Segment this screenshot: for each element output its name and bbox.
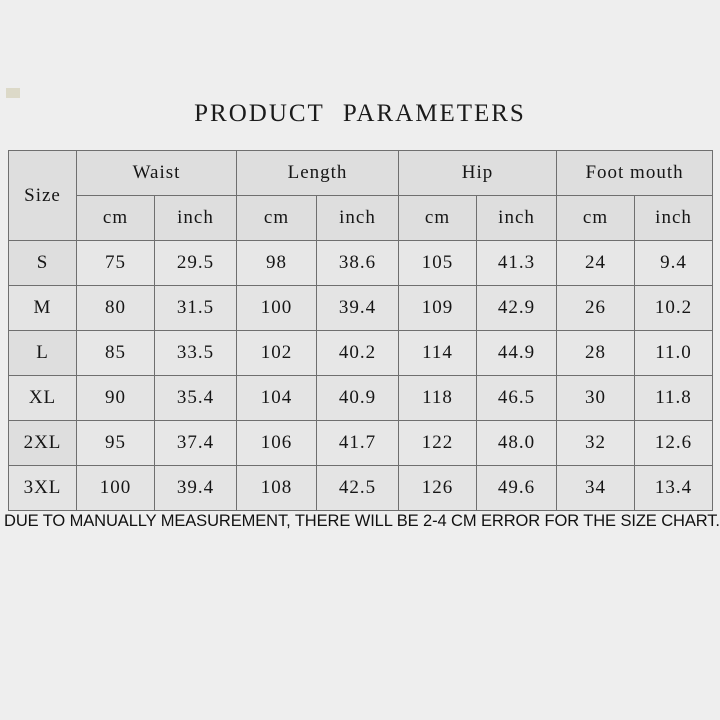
table-row (9, 466, 713, 511)
cell-waist-cm: 80 (77, 286, 155, 331)
cell-hip-inch: 42.9 (477, 286, 557, 331)
row-size-label: L (9, 331, 77, 376)
cell-waist-cm: 75 (77, 241, 155, 286)
cell-foot-inch: 10.2 (635, 286, 713, 331)
row-size-label: 3XL (9, 466, 77, 511)
size-table (8, 150, 713, 511)
row-size-label: XL (9, 376, 77, 421)
measurement-note: DUE TO MANUALLY MEASUREMENT, THERE WILL BE 2-4 CM ERROR FOR THE SIZE CHART. (4, 512, 720, 530)
table-row (9, 421, 713, 466)
page-title-part1: PRODUCT (194, 100, 325, 127)
row-size-label: M (9, 286, 77, 331)
cell-length-inch: 40.2 (317, 331, 399, 376)
cell-foot-cm: 32 (557, 421, 635, 466)
cell-length-cm: 100 (237, 286, 317, 331)
cell-hip-inch: 44.9 (477, 331, 557, 376)
cell-length-cm: 104 (237, 376, 317, 421)
cell-hip-cm: 126 (399, 466, 477, 511)
table-row (9, 331, 713, 376)
header-unit-waist-inch: inch (155, 196, 237, 241)
cell-foot-inch: 9.4 (635, 241, 713, 286)
cell-hip-inch: 46.5 (477, 376, 557, 421)
cell-length-inch: 38.6 (317, 241, 399, 286)
table-header-row-groups (9, 151, 713, 196)
cell-waist-inch: 37.4 (155, 421, 237, 466)
cell-length-inch: 40.9 (317, 376, 399, 421)
table-row (9, 376, 713, 421)
cell-waist-cm: 90 (77, 376, 155, 421)
row-size-label: 2XL (9, 421, 77, 466)
cell-hip-inch: 41.3 (477, 241, 557, 286)
header-unit-length-cm: cm (237, 196, 317, 241)
cell-hip-cm: 109 (399, 286, 477, 331)
cell-hip-cm: 114 (399, 331, 477, 376)
cell-foot-cm: 34 (557, 466, 635, 511)
page-title (0, 100, 720, 128)
header-unit-waist-cm: cm (77, 196, 155, 241)
header-group-hip: Hip (399, 151, 557, 196)
table-header-row-units (9, 196, 713, 241)
cell-length-cm: 102 (237, 331, 317, 376)
cell-foot-cm: 24 (557, 241, 635, 286)
size-table-container (8, 150, 712, 511)
header-size: Size (9, 151, 77, 241)
header-group-waist: Waist (77, 151, 237, 196)
table-row (9, 241, 713, 286)
cell-length-cm: 108 (237, 466, 317, 511)
cell-hip-inch: 49.6 (477, 466, 557, 511)
header-group-length: Length (237, 151, 399, 196)
cell-waist-inch: 39.4 (155, 466, 237, 511)
cell-waist-inch: 33.5 (155, 331, 237, 376)
cell-foot-inch: 11.8 (635, 376, 713, 421)
cell-length-cm: 106 (237, 421, 317, 466)
cell-foot-inch: 12.6 (635, 421, 713, 466)
table-row (9, 286, 713, 331)
cell-length-inch: 41.7 (317, 421, 399, 466)
header-group-foot-mouth: Foot mouth (557, 151, 713, 196)
cell-waist-inch: 31.5 (155, 286, 237, 331)
header-unit-length-inch: inch (317, 196, 399, 241)
cell-foot-cm: 30 (557, 376, 635, 421)
table-head (9, 151, 713, 241)
cell-foot-inch: 11.0 (635, 331, 713, 376)
cell-length-cm: 98 (237, 241, 317, 286)
header-unit-foot-inch: inch (635, 196, 713, 241)
header-unit-hip-inch: inch (477, 196, 557, 241)
corner-mark (6, 88, 20, 98)
cell-waist-inch: 29.5 (155, 241, 237, 286)
row-size-label: S (9, 241, 77, 286)
cell-foot-cm: 28 (557, 331, 635, 376)
cell-hip-inch: 48.0 (477, 421, 557, 466)
cell-foot-cm: 26 (557, 286, 635, 331)
cell-waist-cm: 85 (77, 331, 155, 376)
cell-length-inch: 39.4 (317, 286, 399, 331)
cell-hip-cm: 122 (399, 421, 477, 466)
cell-hip-cm: 118 (399, 376, 477, 421)
header-unit-foot-cm: cm (557, 196, 635, 241)
cell-length-inch: 42.5 (317, 466, 399, 511)
header-unit-hip-cm: cm (399, 196, 477, 241)
cell-waist-cm: 95 (77, 421, 155, 466)
cell-hip-cm: 105 (399, 241, 477, 286)
cell-foot-inch: 13.4 (635, 466, 713, 511)
cell-waist-cm: 100 (77, 466, 155, 511)
table-body (9, 241, 713, 511)
page-title-part2: PARAMETERS (342, 100, 526, 127)
cell-waist-inch: 35.4 (155, 376, 237, 421)
